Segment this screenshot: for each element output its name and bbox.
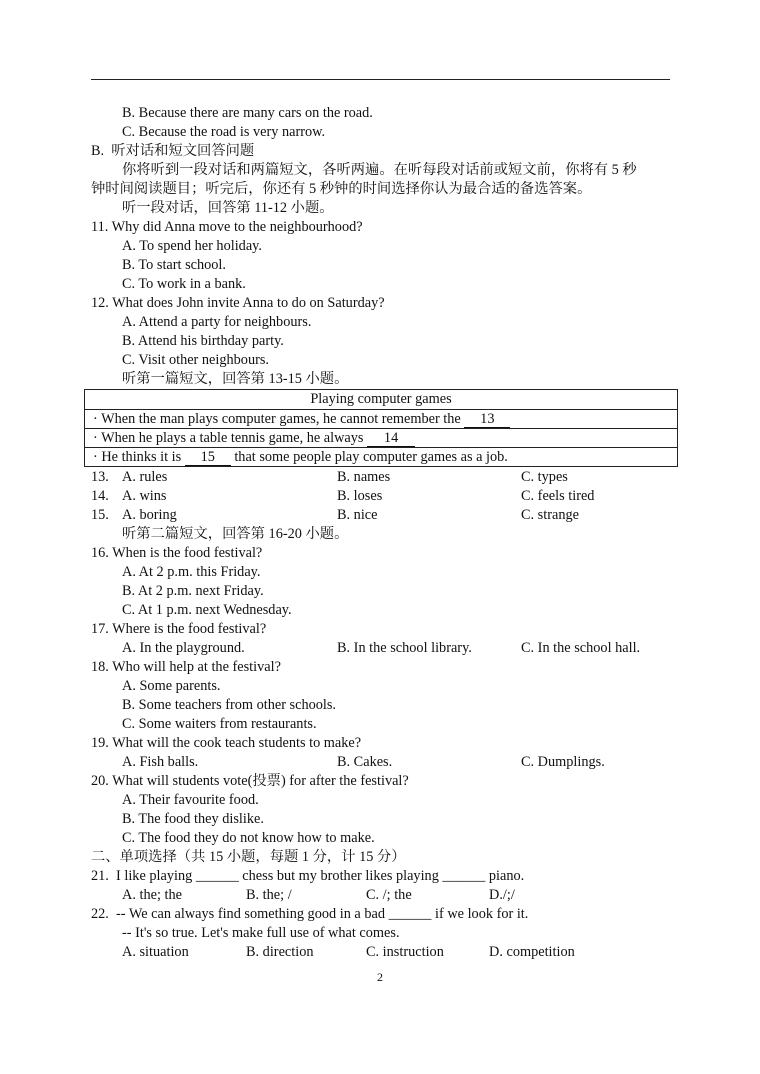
q12-option-a: A. Attend a party for neighbours. [122,314,312,330]
q10-option-b: B. Because there are many cars on the road. [122,105,373,121]
blank-13: 13 [464,412,510,428]
q16-option-a: A. At 2 p.m. this Friday. [122,564,261,580]
table-row [85,409,677,428]
q19-option-c: C. Dumplings. [521,754,605,770]
page-number: 2 [377,970,383,984]
q21-option-d: D./;/ [489,887,515,903]
q19-stem: 19. What will the cook teach students to make? [91,735,362,751]
table-row [85,447,677,466]
table-title: Playing computer games [310,391,452,407]
q20-option-c: C. The food they do not know how to make. [122,830,375,846]
table-title-row [85,390,677,409]
q21-option-b: B. the; / [246,887,292,903]
q13-option-b: B. names [337,469,391,485]
q17-stem: 17. Where is the food festival? [91,621,267,637]
section-2-heading: 二、单项选择（共 15 小题，每题 1 分，计 15 分） [91,849,406,865]
q18-option-a: A. Some parents. [122,678,221,694]
table-row-text: · When the man plays computer games, he cannot remember the 13 [93,410,510,428]
q14-number: 14. [91,488,109,504]
q22-response: -- It's so true. Let's make full use of what comes. [122,925,400,941]
q11-stem: 11. Why did Anna move to the neighbourhood? [91,219,363,235]
q11-option-c: C. To work in a bank. [122,276,246,292]
blank: ______ [195,868,239,884]
q22-option-d: D. competition [489,944,575,960]
table-row [85,428,677,447]
blank-15: 15 [185,450,231,466]
q12-stem: 12. What does John invite Anna to do on Saturday? [91,295,385,311]
q16-option-c: C. At 1 p.m. next Wednesday. [122,602,292,618]
q13-option-c: C. types [521,469,568,485]
q18-stem: 18. Who will help at the festival? [91,659,281,675]
q13-option-a: A. rules [122,469,168,485]
q11-option-b: B. To start school. [122,257,226,273]
table-row-text: · He thinks it is 15 that some people play computer games as a job. [93,449,508,465]
blank: ______ [442,868,486,884]
instructions-line-2: 钟时间阅读题目；听完后，你还有 5 秒钟的时间选择你认为最合适的备选答案。 [91,181,592,197]
q20-option-a: A. Their favourite food. [122,792,259,808]
q17-option-a: A. In the playground. [122,640,245,656]
q12-option-c: C. Visit other neighbours. [122,352,270,368]
q21-option-a: A. the; the [122,887,182,903]
q16-option-b: B. At 2 p.m. next Friday. [122,583,264,599]
q22-option-c: C. instruction [366,944,444,960]
q15-option-c: C. strange [521,507,579,523]
q19-option-b: B. Cakes. [337,754,393,770]
q15-option-a: A. boring [122,507,177,523]
q14-option-a: A. wins [122,488,167,504]
instructions-line-1: 你将听到一段对话和两篇短文，各听两遍。在听每段对话前或短文前，你将有 5 秒 [122,162,637,178]
q16-stem: 16. When is the food festival? [91,545,263,561]
q17-option-c: C. In the school hall. [521,640,641,656]
header-rule [91,79,670,80]
section-b-heading: B. 听对话和短文回答问题 [91,143,255,159]
q14-option-b: B. loses [337,488,383,504]
q22-option-b: B. direction [246,944,314,960]
dialogue-intro: 听一段对话，回答第 11-12 小题。 [122,200,334,216]
passage-1-table [84,389,678,467]
q13-number: 13. [91,469,109,485]
q22-stem: 22. -- We can always find something good in a bad ______ if we look for it. [91,906,529,922]
q19-option-a: A. Fish balls. [122,754,199,770]
passage-2-intro: 听第二篇短文，回答第 16-20 小题。 [122,526,349,542]
table-row-text: · When he plays a table tennis game, he always 14 [93,429,415,447]
q20-option-b: B. The food they dislike. [122,811,264,827]
q12-option-b: B. Attend his birthday party. [122,333,284,349]
q10-option-c: C. Because the road is very narrow. [122,124,326,140]
q11-option-a: A. To spend her holiday. [122,238,262,254]
q18-option-c: C. Some waiters from restaurants. [122,716,317,732]
q21-option-c: C. /; the [366,887,412,903]
q21-stem: 21. I like playing ______ chess but my brother likes playing ______ piano. [91,868,525,884]
blank-14: 14 [367,431,415,447]
q22-option-a: A. situation [122,944,189,960]
blank: ______ [388,906,432,922]
q20-stem: 20. What will students vote(投票) for after the festival? [91,773,409,789]
q15-option-b: B. nice [337,507,378,523]
passage-1-intro: 听第一篇短文，回答第 13-15 小题。 [122,371,349,387]
q17-option-b: B. In the school library. [337,640,472,656]
q15-number: 15. [91,507,109,523]
q18-option-b: B. Some teachers from other schools. [122,697,337,713]
q14-option-c: C. feels tired [521,488,595,504]
